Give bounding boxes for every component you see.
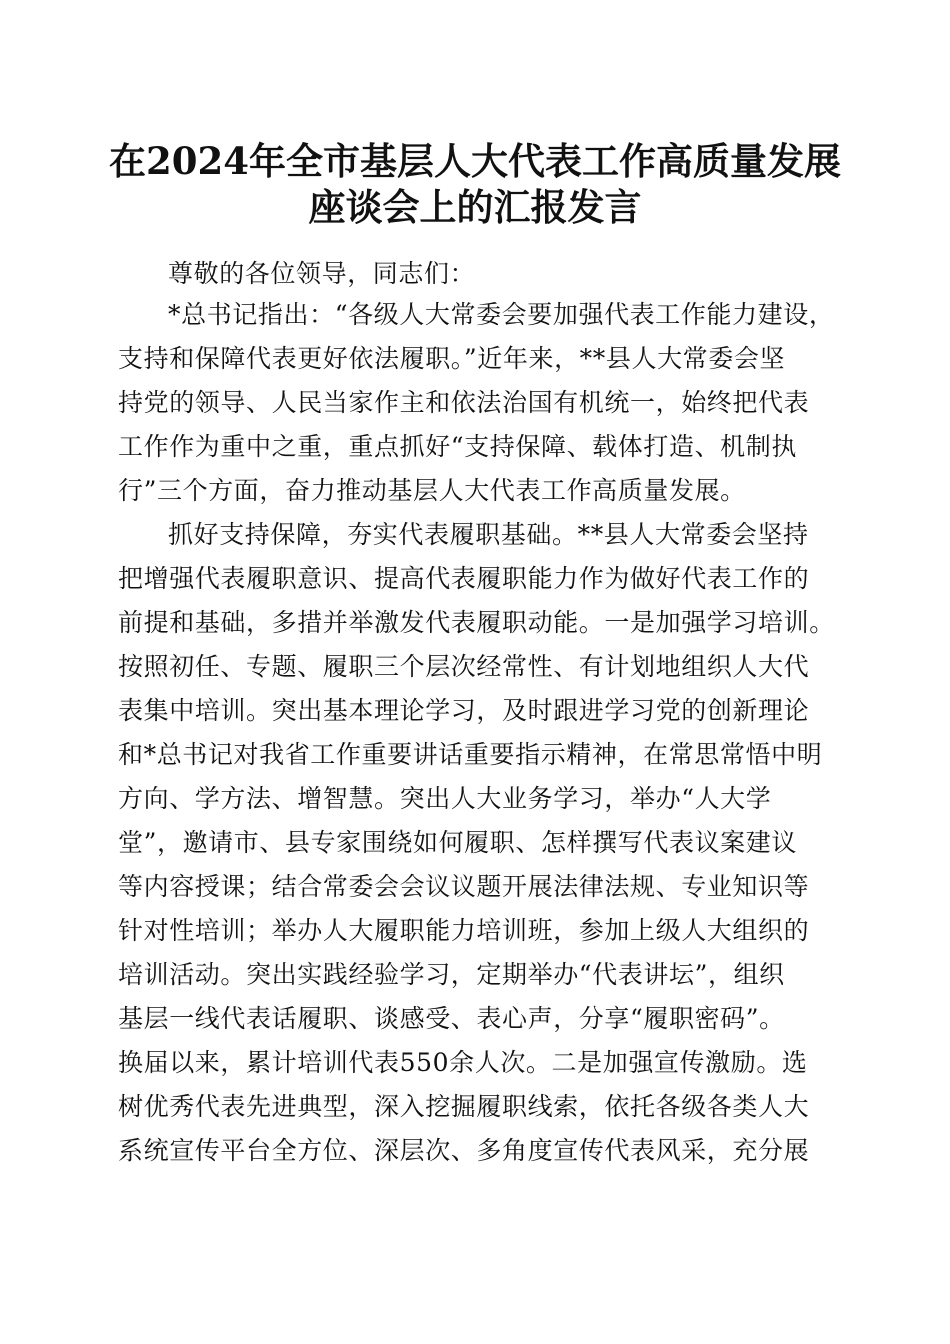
salutation: 尊敬的各位领导，同志们：: [168, 259, 476, 288]
body-line: *总书记指出：“各级人大常委会要加强代表工作能力建设，: [168, 300, 835, 329]
body-line: 等内容授课；结合常委会会议议题开展法律法规、专业知识等: [118, 872, 810, 901]
body-line: 行”三个方面，奋力推动基层人大代表工作高质量发展。: [118, 476, 746, 505]
body-line: 和*总书记对我省工作重要讲话重要指示精神，在常思常悟中明: [118, 740, 823, 769]
body-line: 前提和基础，多措并举激发代表履职动能。一是加强学习培训。: [118, 608, 835, 637]
body-line: 抓好支持保障，夯实代表履职基础。**县人大常委会坚持: [168, 520, 809, 549]
body-line: 持党的领导、人民当家作主和依法治国有机统一，始终把代表: [118, 388, 810, 417]
body-line: 培训活动。突出实践经验学习，定期举办“代表讲坛”，组织: [118, 960, 785, 989]
body-line: 基层一线代表话履职、谈感受、表心声，分享“履职密码”。: [118, 1004, 785, 1033]
document-title-line-1: 在2024年全市基层人大代表工作高质量发展: [109, 139, 841, 183]
body-line: 方向、学方法、增智慧。突出人大业务学习，举办“人大学: [118, 784, 772, 813]
body-line: 按照初任、专题、履职三个层次经常性、有计划地组织人大代: [118, 652, 810, 681]
body-line: 表集中培训。突出基本理论学习，及时跟进学习党的创新理论: [118, 696, 810, 725]
body-line: 工作作为重中之重，重点抓好“支持保障、载体打造、机制执: [118, 432, 797, 461]
body-line: 堂”，邀请市、县专家围绕如何履职、怎样撰写代表议案建议: [118, 828, 797, 857]
body-line: 支持和保障代表更好依法履职。”近年来，**县人大常委会坚: [118, 344, 786, 373]
body-line: 把增强代表履职意识、提高代表履职能力作为做好代表工作的: [118, 564, 810, 593]
document-title-line-2: 座谈会上的汇报发言: [308, 185, 642, 229]
body-line: 针对性培训；举办人大履职能力培训班，参加上级人大组织的: [118, 916, 810, 945]
body-line: 树优秀代表先进典型，深入挖掘履职线索，依托各级各类人大: [118, 1092, 810, 1121]
body-line: 系统宣传平台全方位、深层次、多角度宣传代表风采，充分展: [118, 1136, 810, 1165]
body-line: 换届以来，累计培训代表550余人次。二是加强宣传激励。选: [118, 1048, 808, 1077]
